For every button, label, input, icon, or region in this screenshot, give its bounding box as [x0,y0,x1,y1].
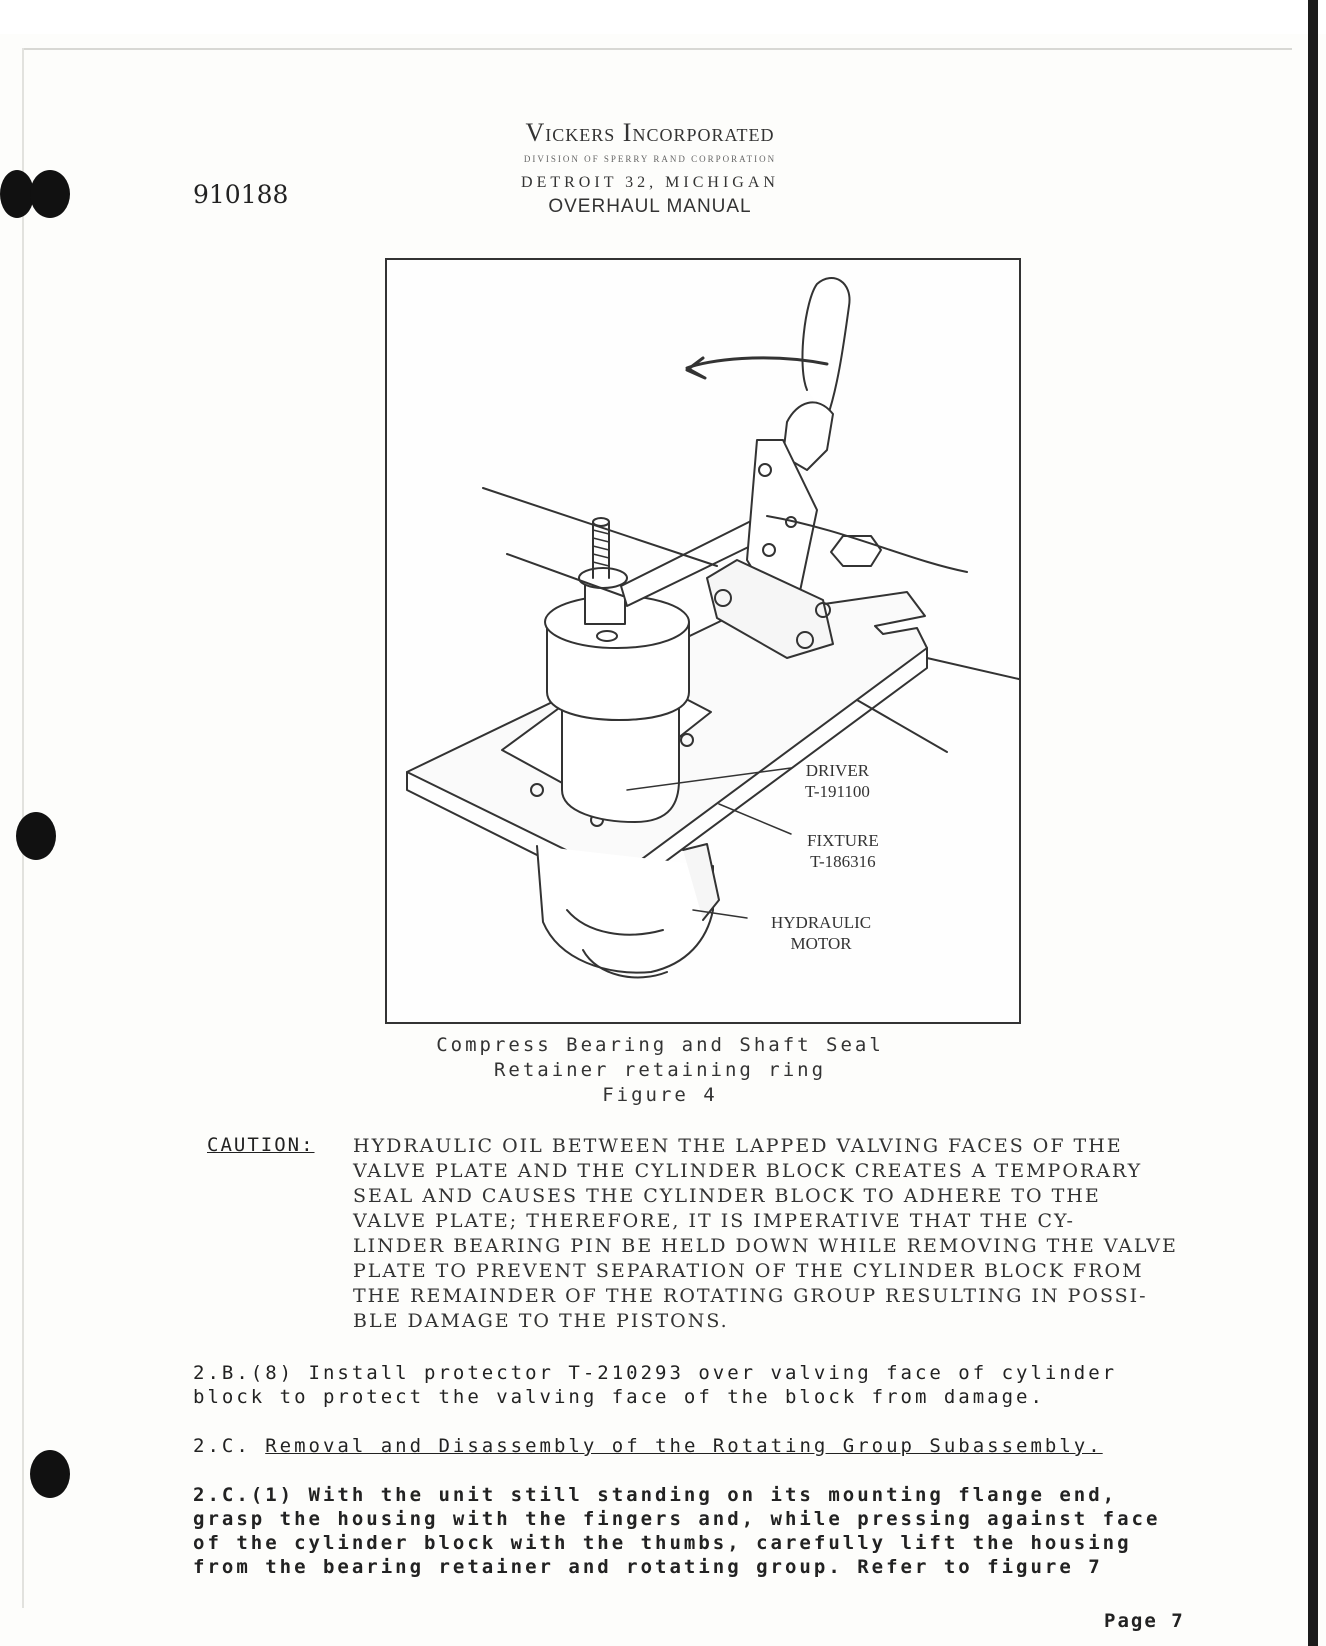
manual-title: OVERHAUL MANUAL [548,196,752,217]
table-edge-right [927,658,1021,680]
table-edge-lower [857,700,947,752]
letterhead [480,118,820,218]
fixture-leader-line [719,804,791,834]
caution-line: PLATE TO PREVENT SEPARATION OF THE CYLINDER BLOCK FROM [353,1260,1144,1282]
caution-line: SEAL AND CAUSES THE CYLINDER BLOCK TO ADHERE TO THE [353,1185,1101,1207]
division-line: DIVISION OF SPERRY RAND CORPORATION [523,154,777,164]
page-top-margin [0,0,1326,34]
caution-line: THE REMAINDER OF THE ROTATING GROUP RESULTING IN POSSI- [353,1285,1148,1307]
binder-hole-middle [16,812,56,860]
nut-top [579,568,627,588]
binder-hole-top-right [30,170,70,218]
caution-line: BLE DAMAGE TO THE PISTONS. [353,1310,729,1332]
hex-nut [831,536,881,566]
clamp-handle-grip [802,278,849,418]
document-number: 910188 [193,180,289,209]
paragraph-line: 2.B.(8) Install protector T-210293 over valving face of cylinder [193,1362,1118,1384]
caution-line: VALVE PLATE AND THE CYLINDER BLOCK CREATES A TEMPORARY [353,1160,1143,1182]
caution-text [353,1134,1213,1334]
city-line: DETROIT 32, MICHIGAN [521,174,779,191]
callout-hydraulic-motor: HYDRAULIC MOTOR [771,913,872,953]
page-right-shadow [1308,0,1318,1646]
figure-caption [380,1033,940,1108]
paragraph-line: from the bearing retainer and rotating group. Refer to figure 7 [193,1556,1103,1578]
section-heading-2c [193,1434,1203,1458]
caution-line: VALVE PLATE; THEREFORE, IT IS IMPERATIVE THAT THE CY- [353,1210,1075,1232]
figure-label: Figure 4 [602,1084,718,1106]
caution-line: HYDRAULIC OIL BETWEEN THE LAPPED VALVING FACES OF THE [353,1135,1123,1157]
stud-threads [593,530,609,566]
paragraph-2b8 [193,1361,1203,1409]
paragraph-line: grasp the housing with the fingers and, while pressing against face [193,1508,1161,1530]
page-number: Page 7 [1104,1610,1185,1632]
paragraph-line: 2.C.(1) With the unit still standing on its mounting flange end, [193,1484,1118,1506]
caution-line: LINDER BEARING PIN BE HELD DOWN WHILE REMOVING THE VALVE [353,1235,1178,1257]
motor-housing [537,846,713,973]
paragraph-line: of the cylinder block with the thumbs, carefully lift the housing [193,1532,1132,1554]
caption-line: Compress Bearing and Shaft Seal [436,1034,884,1056]
callout-fixture: FIXTURE T-186316 [807,831,879,871]
figure-4-illustration [385,258,1021,1024]
caption-line: Retainer retaining ring [493,1059,827,1081]
callout-driver: DRIVER T-191100 [805,761,870,801]
section-number: 2.C. [193,1435,251,1457]
caution-label: CAUTION: [207,1134,315,1156]
page-top-edge [22,48,1292,50]
paragraph-line: block to protect the valving face of the block from damage. [193,1386,1045,1408]
leader-bar-top [483,488,717,566]
company-name: Vickers Incorporated [525,118,775,147]
paragraph-2c1 [193,1483,1203,1579]
binder-hole-bottom [30,1450,70,1498]
binder-hole-top-left [0,170,34,218]
section-title: Removal and Disassembly of the Rotating Group Subassembly. [265,1435,1103,1457]
fixture-drawing [387,260,1021,1024]
